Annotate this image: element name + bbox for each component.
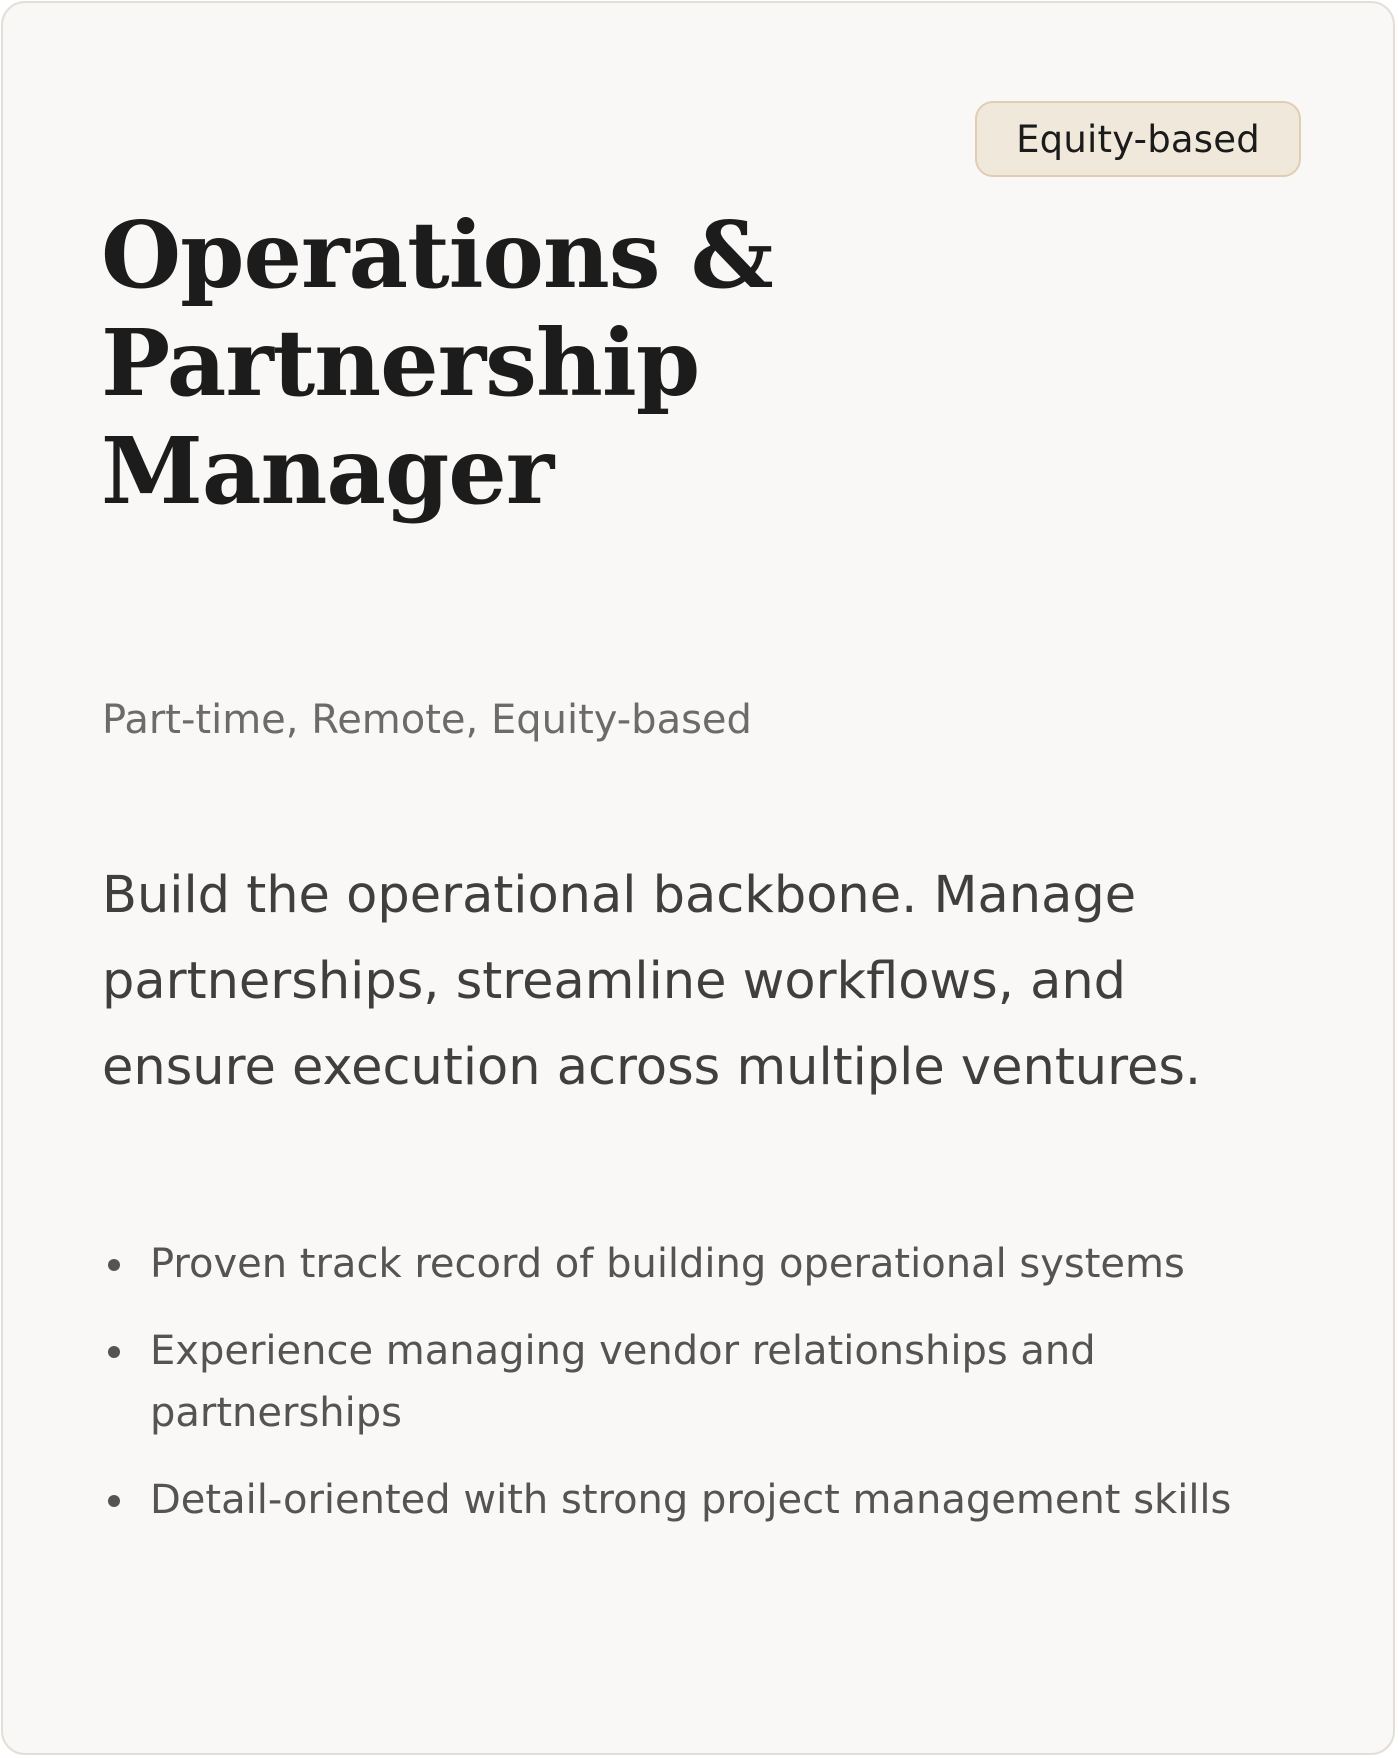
job-card[interactable] xyxy=(1,1,1395,1755)
bullet-icon xyxy=(108,1495,120,1507)
requirement-text: Experience managing vendor relationships and partnerships xyxy=(150,1328,1096,1436)
requirements-list xyxy=(102,1233,1252,1556)
requirement-item xyxy=(102,1233,1252,1295)
job-meta: Part-time, Remote, Equity-based xyxy=(102,697,752,743)
bullet-icon xyxy=(108,1259,120,1271)
job-description: Build the operational backbone. Manage partnerships, streamline workflows, and ensure execution across multiple ventures. xyxy=(102,866,1202,1097)
requirement-item xyxy=(102,1320,1252,1444)
requirement-text: Proven track record of building operational systems xyxy=(150,1241,1185,1287)
requirement-item xyxy=(102,1469,1252,1531)
job-title: Operations & Partnership Manager xyxy=(101,201,773,525)
requirement-text: Detail-oriented with strong project management skills xyxy=(150,1477,1232,1523)
bullet-icon xyxy=(108,1346,120,1358)
equity-badge: Equity-based xyxy=(975,101,1301,177)
